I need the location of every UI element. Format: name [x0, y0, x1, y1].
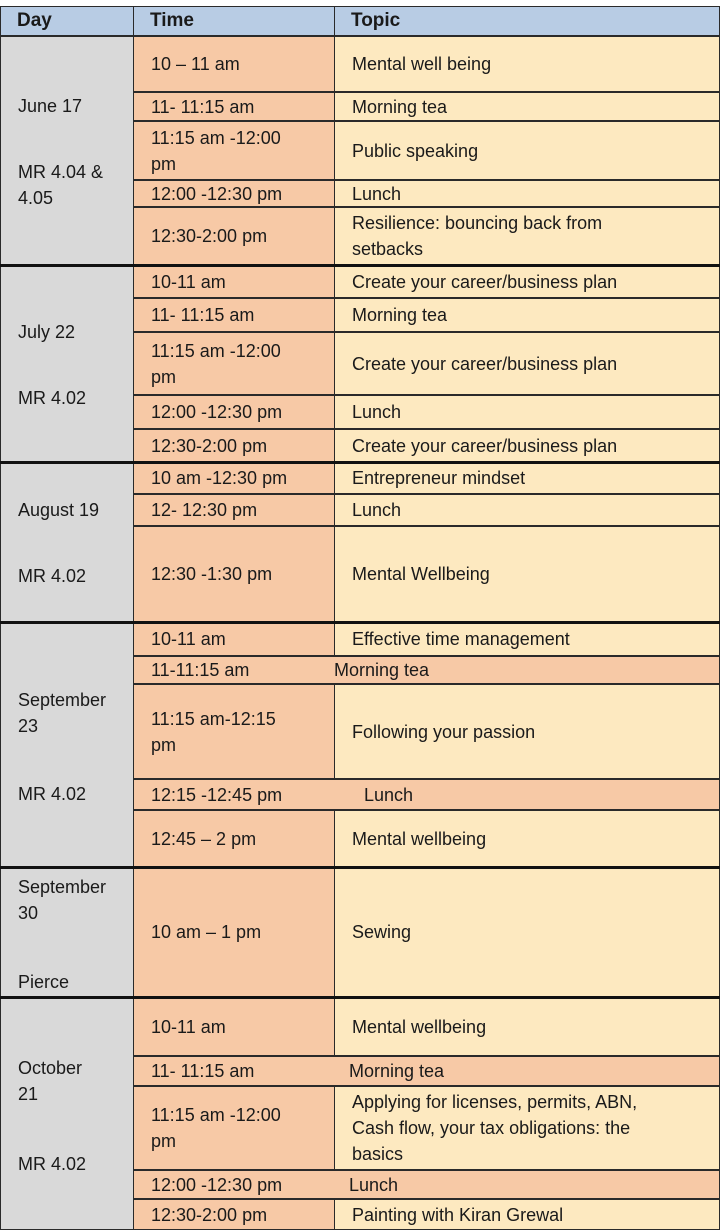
session-topic-cell [334, 526, 720, 622]
section-divider [0, 264, 720, 267]
session-topic-cell [334, 1086, 720, 1170]
session-time-cell [133, 207, 335, 265]
session-time-cell [133, 395, 335, 429]
session-time: 10-11 am [151, 629, 226, 649]
session-topic: Lunch [364, 784, 414, 805]
header-topic-cell [334, 6, 720, 36]
session-time-cell [133, 684, 335, 779]
session-topic: Public speaking [352, 140, 479, 161]
session-time-cell [133, 622, 335, 656]
session-topic-cell [334, 265, 720, 298]
day-name: October 21 [18, 1058, 83, 1104]
day-cell [0, 997, 134, 1230]
session-topic: Lunch [349, 1174, 399, 1195]
session-time: 10 – 11 am [151, 54, 240, 74]
room-label: MR 4.02 [18, 388, 87, 408]
session-topic-cell [334, 332, 720, 395]
session-time-cell [133, 36, 335, 92]
session-topic: Morning tea [352, 305, 448, 325]
session-time-cell [133, 494, 335, 526]
day-cell [0, 265, 134, 462]
session-topic-cell [334, 997, 720, 1056]
session-topic: Sewing [352, 922, 412, 942]
section-divider [0, 461, 720, 464]
session-topic: Following your passion [352, 721, 536, 742]
room-label: MR 4.02 [18, 784, 87, 804]
session-topic-cell [334, 36, 720, 92]
session-topic: Create your career/business plan [352, 353, 618, 374]
session-topic-cell [334, 684, 720, 779]
session-topic: Morning tea [349, 1061, 445, 1081]
session-topic-cell [334, 207, 720, 265]
day-cell [0, 622, 134, 867]
session-topic-cell [334, 494, 720, 526]
session-time-cell [133, 810, 335, 867]
session-time: 12:00 -12:30 pm [151, 402, 283, 422]
section-divider [0, 866, 720, 869]
session-time: 12:30 -1:30 pm [151, 564, 273, 584]
header-day-cell [0, 6, 134, 36]
day-cell [0, 867, 134, 997]
session-topic-cell [334, 867, 720, 997]
room-label: MR 4.02 [18, 1154, 87, 1174]
session-time: 12:45 – 2 pm [151, 828, 257, 849]
session-time-cell [133, 1086, 335, 1170]
session-topic: Mental wellbeing [352, 1016, 487, 1037]
session-time: 12:30-2:00 pm [151, 435, 268, 456]
session-topic-cell [334, 92, 720, 121]
session-time: 11:15 am -12:00 pm [151, 127, 281, 174]
session-time: 12:15 -12:45 pm [151, 784, 283, 805]
header-day: Day [17, 10, 52, 31]
session-time-cell [133, 332, 335, 395]
session-topic-cell [334, 622, 720, 656]
header-topic: Topic [351, 10, 401, 31]
session-time-cell [133, 997, 335, 1056]
header-time: Time [150, 10, 195, 31]
session-topic-cell [334, 1199, 720, 1230]
day-name: August 19 [18, 500, 100, 520]
session-row-merged [133, 1170, 720, 1199]
session-topic-cell [334, 395, 720, 429]
session-topic-cell [334, 180, 720, 207]
room-label: MR 4.04 & 4.05 [18, 162, 104, 208]
session-time: 12:00 -12:30 pm [151, 1174, 283, 1195]
session-time: 12:30-2:00 pm [151, 1204, 268, 1225]
session-time-cell [133, 429, 335, 462]
day-cell [0, 462, 134, 622]
session-time-cell [133, 92, 335, 121]
session-time: 12:30-2:00 pm [151, 226, 268, 246]
session-topic-cell [334, 429, 720, 462]
session-topic: Mental Wellbeing [352, 564, 490, 584]
session-topic: Create your career/business plan [352, 435, 618, 456]
session-time-cell [133, 462, 335, 494]
session-time: 10-11 am [151, 271, 226, 292]
session-row-merged [133, 656, 720, 684]
session-time: 10 am -12:30 pm [151, 468, 288, 488]
session-topic: Lunch [352, 402, 402, 422]
session-time-cell [133, 867, 335, 997]
session-topic: Mental wellbeing [352, 828, 487, 849]
session-topic: Mental well being [352, 54, 492, 74]
session-topic-cell [334, 298, 720, 332]
session-time: 12:00 -12:30 pm [151, 183, 283, 204]
session-time: 10 am – 1 pm [151, 922, 262, 942]
room-label: Pierce [18, 972, 70, 992]
day-name: June 17 [18, 96, 83, 116]
session-topic: Applying for licenses, permits, ABN, Cash flow, your tax obligations: the basics [352, 1092, 638, 1164]
session-time-cell [133, 298, 335, 332]
session-topic: Resilience: bouncing back from setbacks [352, 213, 603, 259]
session-time-cell [133, 180, 335, 207]
session-topic: Morning tea [334, 660, 430, 680]
session-row-merged [133, 1056, 720, 1086]
session-topic: Painting with Kiran Grewal [352, 1204, 564, 1225]
session-topic-cell [334, 121, 720, 180]
session-topic: Create your career/business plan [352, 271, 618, 292]
session-time-cell [133, 121, 335, 180]
section-divider [0, 621, 720, 624]
session-time-cell [133, 526, 335, 622]
room-label: MR 4.02 [18, 566, 87, 586]
session-topic-cell [334, 462, 720, 494]
day-name: September 23 [18, 690, 107, 736]
session-topic: Morning tea [352, 96, 448, 117]
session-topic: Effective time management [352, 629, 570, 649]
session-row-merged [133, 779, 720, 810]
session-time: 10-11 am [151, 1016, 226, 1037]
header-time-cell [133, 6, 335, 36]
section-divider [0, 996, 720, 999]
session-topic: Entrepreneur mindset [352, 468, 526, 488]
session-time: 11:15 am-12:15 pm [151, 708, 276, 755]
session-time: 11:15 am -12:00 pm [151, 340, 281, 387]
session-time: 11-11:15 am [151, 660, 250, 680]
session-time: 12- 12:30 pm [151, 500, 258, 520]
session-time: 11- 11:15 am [151, 1061, 255, 1081]
session-time: 11- 11:15 am [151, 305, 255, 325]
session-topic-cell [334, 810, 720, 867]
session-time-cell [133, 265, 335, 298]
session-time-cell [133, 1199, 335, 1230]
day-cell [0, 36, 134, 265]
day-name: September 30 [18, 877, 107, 923]
session-time: 11:15 am -12:00 pm [151, 1105, 281, 1151]
session-topic: Lunch [352, 500, 402, 520]
session-topic: Lunch [352, 183, 402, 204]
session-time: 11- 11:15 am [151, 96, 255, 117]
day-name: July 22 [18, 322, 76, 342]
